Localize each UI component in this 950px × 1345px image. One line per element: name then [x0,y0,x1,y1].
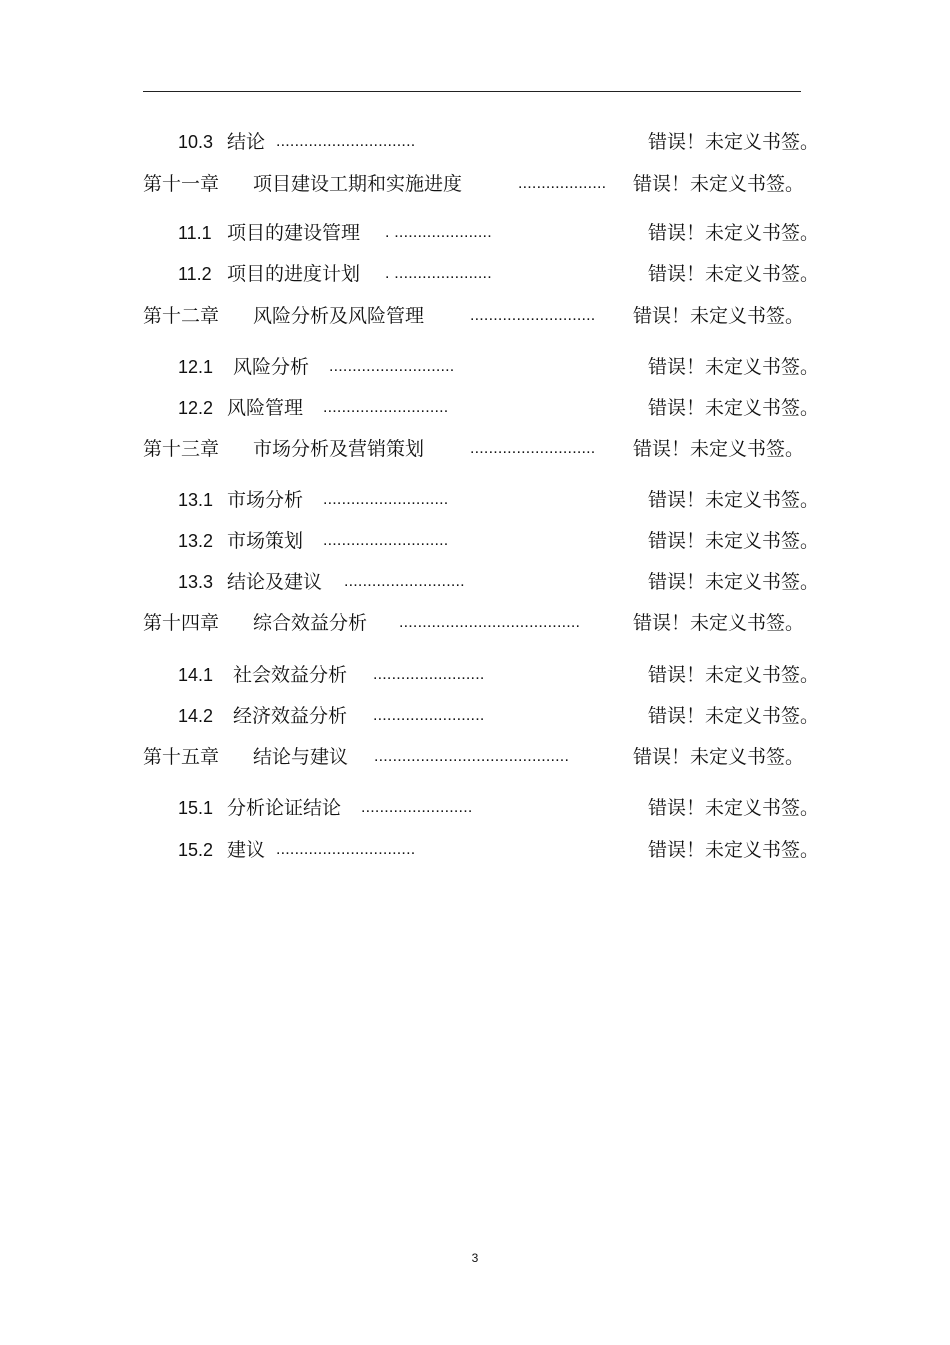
toc-chapter-number: 第十五章 [143,746,220,768]
toc-entry-leader: ........................... [470,307,596,324]
toc-chapter-entry[interactable] [143,434,833,464]
toc-entry-number: 13.1 [178,490,214,510]
page-number: 3 [471,1251,479,1265]
toc-entry[interactable] [178,701,838,731]
toc-entry-page-ref: 错误！未定义书签。 [648,263,820,285]
toc-entry-number: 14.1 [178,665,214,685]
toc-entry-title: 项目的进度计划 [227,263,361,285]
toc-entry-page-ref: 错误！未定义书签。 [648,397,820,419]
toc-entry[interactable] [178,567,838,597]
toc-entry-leader: . ..................... [385,224,492,241]
toc-entry-number: 10.3 [178,132,214,152]
toc-entry-title: 结论及建议 [227,571,323,593]
toc-entry[interactable] [178,127,838,157]
toc-entry-page-ref: 错误！未定义书签。 [648,664,820,686]
toc-entry-number: 11.1 [178,223,212,243]
toc-entry[interactable] [178,660,838,690]
toc-entry-leader: ....................................... [399,614,581,631]
toc-entry-page-ref: 错误！未定义书签。 [648,839,820,861]
toc-entry-page-ref: 错误！未定义书签。 [648,131,820,153]
toc-entry[interactable] [178,352,838,382]
toc-chapter-entry[interactable] [143,608,833,638]
toc-entry-number: 15.2 [178,840,214,860]
toc-entry-title: 市场分析 [227,489,304,511]
toc-entry[interactable] [178,485,838,515]
toc-chapter-title: 风险分析及风险管理 [253,305,425,327]
toc-entry[interactable] [178,393,838,423]
toc-entry-title: 项目的建设管理 [227,222,361,244]
toc-entry-title: 风险管理 [227,397,304,419]
toc-chapter-number: 第十二章 [143,305,220,327]
toc-entry-leader: .......................................... [374,748,570,765]
toc-entry-leader: ........................... [323,532,449,549]
toc-entry-number: 12.1 [178,357,214,377]
toc-entry-leader: ........................... [323,491,449,508]
toc-entry-page-ref: 错误！未定义书签。 [633,612,805,634]
toc-chapter-entry[interactable] [143,169,833,199]
toc-entry-title: 经济效益分析 [233,705,348,727]
toc-entry-leader: ........................... [329,358,455,375]
toc-entry-leader: .......................... [344,573,465,590]
toc-chapter-entry[interactable] [143,742,833,772]
toc-entry-leader: ........................ [373,707,485,724]
toc-entry-leader: .............................. [276,133,416,150]
toc-entry-title: 风险分析 [233,356,310,378]
toc-chapter-number: 第十四章 [143,612,220,634]
toc-entry-number: 15.1 [178,798,214,818]
toc-entry-page-ref: 错误！未定义书签。 [648,222,820,244]
toc-entry[interactable] [178,835,838,865]
toc-entry-title: 市场策划 [227,530,304,552]
toc-entry-title: 社会效益分析 [233,664,348,686]
toc-chapter-title: 综合效益分析 [253,612,368,634]
toc-chapter-title: 项目建设工期和实施进度 [253,173,463,195]
toc-chapter-number: 第十一章 [143,173,220,195]
toc-entry-page-ref: 错误！未定义书签。 [633,305,805,327]
toc-entry-number: 12.2 [178,398,214,418]
toc-entry[interactable] [178,793,838,823]
toc-entry-leader: ........................... [323,399,449,416]
toc-entry[interactable] [178,218,838,248]
toc-entry-leader: ........................ [361,799,473,816]
toc-entry-page-ref: 错误！未定义书签。 [648,356,820,378]
header-rule [143,91,801,92]
toc-entry-number: 13.2 [178,531,214,551]
toc-entry-page-ref: 错误！未定义书签。 [648,489,820,511]
toc-entry-page-ref: 错误！未定义书签。 [648,705,820,727]
toc-entry-page-ref: 错误！未定义书签。 [648,797,820,819]
toc-chapter-title: 结论与建议 [253,746,349,768]
toc-entry-number: 13.3 [178,572,214,592]
toc-entry-leader: ........................... [470,440,596,457]
toc-entry-title: 结论 [227,131,266,153]
toc-chapter-number: 第十三章 [143,438,220,460]
toc-entry-page-ref: 错误！未定义书签。 [633,438,805,460]
toc-entry-number: 14.2 [178,706,214,726]
toc-entry-page-ref: 错误！未定义书签。 [633,173,805,195]
toc-entry-page-ref: 错误！未定义书签。 [648,571,820,593]
toc-entry[interactable] [178,526,838,556]
toc-entry[interactable] [178,259,838,289]
toc-entry-leader: .............................. [276,841,416,858]
toc-entry-title: 分析论证结论 [227,797,342,819]
toc-chapter-entry[interactable] [143,301,833,331]
toc-entry-page-ref: 错误！未定义书签。 [633,746,805,768]
toc-entry-leader: ........................ [373,666,485,683]
toc-entry-page-ref: 错误！未定义书签。 [648,530,820,552]
toc-chapter-title: 市场分析及营销策划 [253,438,425,460]
toc-entry-leader: ................... [518,175,607,192]
toc-entry-title: 建议 [227,839,266,861]
toc-entry-leader: . ..................... [385,265,492,282]
toc-entry-number: 11.2 [178,264,212,284]
